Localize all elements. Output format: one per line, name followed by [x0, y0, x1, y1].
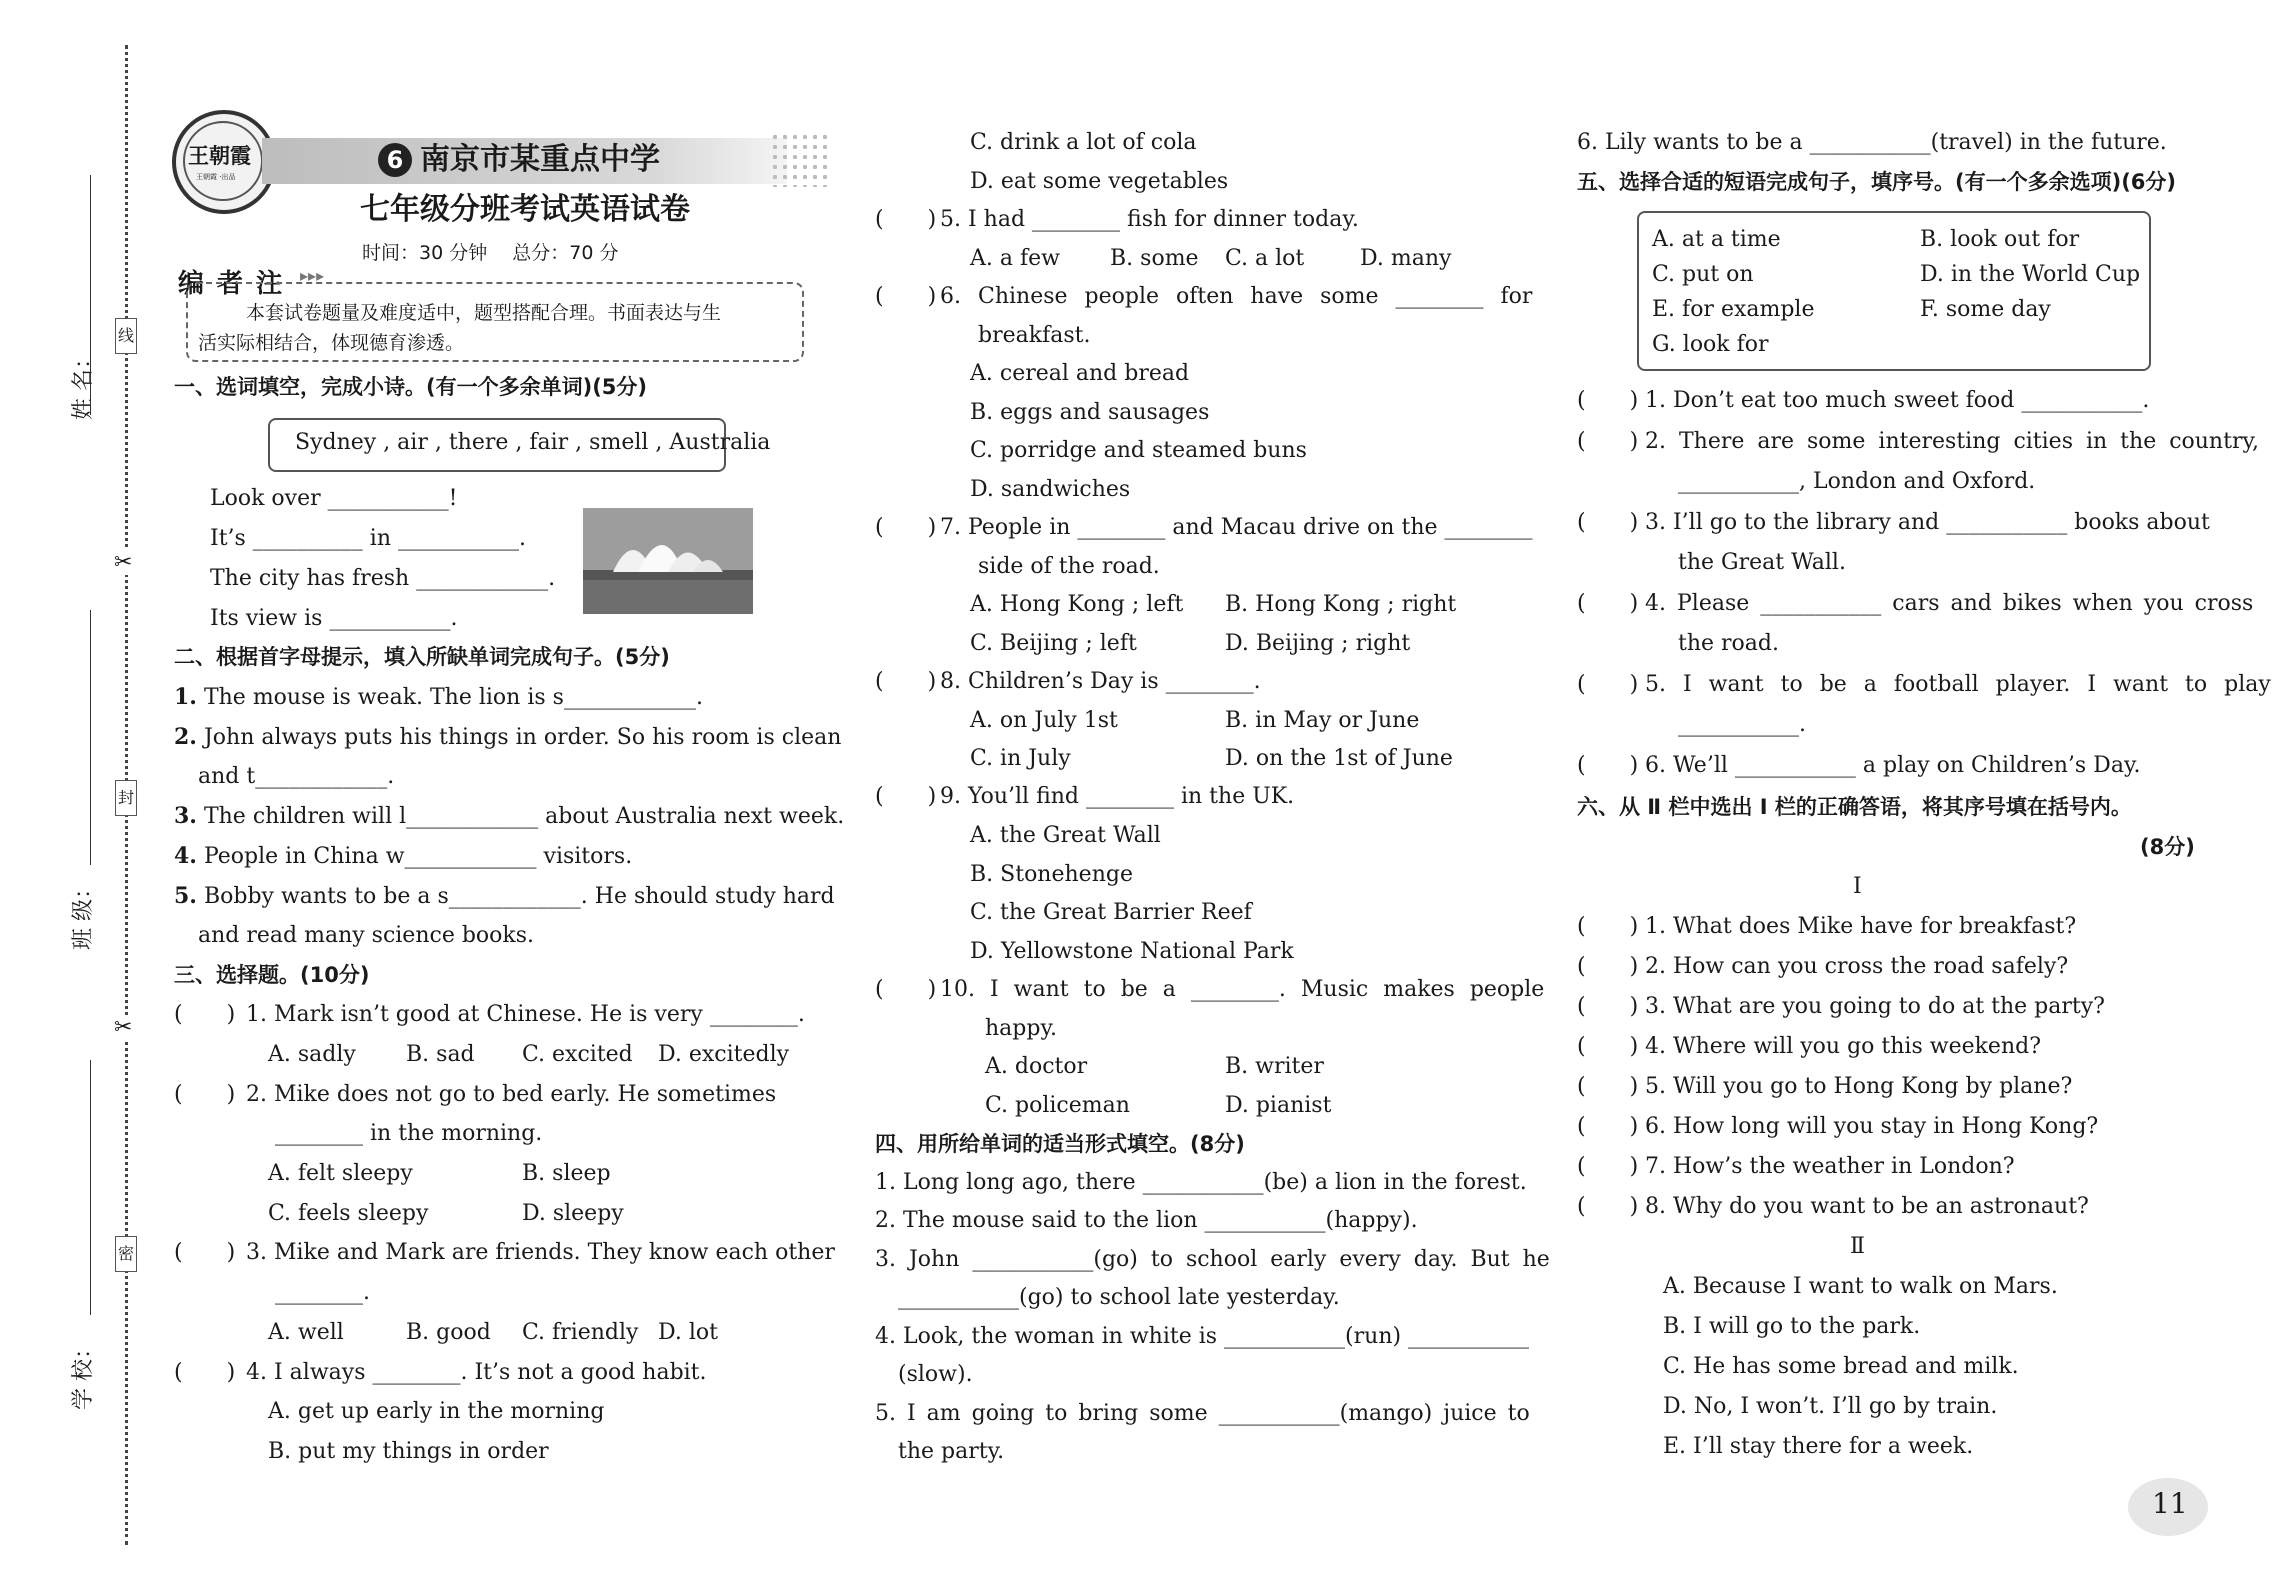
mc-option: A. well: [268, 1320, 344, 1345]
mc-question: 4. I always ________. It’s not a good habit.: [246, 1360, 707, 1385]
phrase-option: A. at a time: [1652, 227, 1781, 252]
section-title: 一、选词填空，完成小诗。(有一个多余单词)(5分): [174, 375, 648, 399]
mc-option: A. sadly: [268, 1042, 356, 1067]
mc-option: D. excitedly: [658, 1042, 790, 1067]
phrase-option: B. look out for: [1920, 227, 2080, 252]
answer-bracket[interactable]: ( ): [1577, 672, 1639, 697]
phrase-option: G. look for: [1652, 332, 1769, 357]
mc-option: D. Yellowstone National Park: [970, 939, 1294, 964]
section-score: (8分): [2140, 835, 2195, 859]
match-question: 3. What are you going to do at the party?: [1645, 994, 2105, 1019]
mc-option: C. porridge and steamed buns: [970, 438, 1307, 463]
mc-option: D. pianist: [1225, 1093, 1332, 1118]
school-label: 学 校：: [71, 1337, 96, 1410]
answer-bracket[interactable]: ( ): [1577, 1074, 1639, 1099]
mc-option: D. lot: [658, 1320, 718, 1345]
editor-note-label: 编 者 注: [178, 269, 285, 299]
scissors-icon: ✂: [114, 1015, 133, 1040]
poem-line: It’s __________ in ___________.: [210, 526, 526, 551]
fill-question: [174, 881, 835, 912]
mc-option: A. a few: [970, 246, 1060, 271]
fill-question-cont: (slow).: [898, 1362, 973, 1387]
mc-option: D. Beijing ; right: [1225, 631, 1411, 656]
answer-bracket[interactable]: ( ): [174, 1240, 236, 1265]
q-number: 5.: [174, 883, 197, 909]
match-answer: E. I’ll stay there for a week.: [1663, 1434, 1974, 1459]
answer-bracket[interactable]: ( ): [875, 669, 937, 694]
school-field-line[interactable]: [90, 1060, 91, 1315]
mc-question: 6. Chinese people often have some ________ for: [940, 284, 1533, 309]
match-question: 4. Where will you go this weekend?: [1645, 1034, 2041, 1059]
answer-bracket[interactable]: ( ): [1577, 1154, 1639, 1179]
phrase-question-cont: the Great Wall.: [1678, 550, 1846, 575]
answer-bracket[interactable]: ( ): [1577, 994, 1639, 1019]
fill-question: 4. Look, the woman in white is ___________(run) ___________: [875, 1324, 1530, 1349]
mc-option: D. sandwiches: [970, 477, 1131, 502]
mc-option: A. Hong Kong ; left: [970, 592, 1184, 617]
phrase-question-cont: ___________, London and Oxford.: [1678, 469, 2036, 494]
section-title: 四、用所给单词的适当形式填空。(8分): [875, 1132, 1245, 1156]
mc-option: C. friendly: [522, 1320, 639, 1345]
fill-question: 3. John ___________(go) to school early every day. But he: [875, 1247, 1550, 1272]
section-title: 二、根据首字母提示，填入所缺单词完成句子。(5分): [174, 645, 670, 669]
phrase-question: 3. I’ll go to the library and ___________ books about: [1645, 510, 2210, 535]
mc-option: B. writer: [1225, 1054, 1324, 1079]
column-heading: Ⅰ: [1853, 874, 1862, 899]
editor-note-text: 本套试卷题量及难度适中，题型搭配合理。书面表达与生: [246, 302, 722, 324]
answer-bracket[interactable]: ( ): [1577, 753, 1639, 778]
phrase-option: C. put on: [1652, 262, 1754, 287]
fill-question: [174, 722, 841, 753]
name-label: 姓 名：: [71, 347, 96, 420]
poem-line: Look over ___________!: [210, 486, 458, 511]
mc-question: 2. Mike does not go to bed early. He sometimes: [246, 1082, 777, 1107]
match-question: 1. What does Mike have for breakfast?: [1645, 914, 2077, 939]
match-question: 8. Why do you want to be an astronaut?: [1645, 1194, 2089, 1219]
phrase-option: D. in the World Cup: [1920, 262, 2141, 287]
mc-option: B. Hong Kong ; right: [1225, 592, 1457, 617]
mc-question-cont: side of the road.: [978, 554, 1160, 579]
answer-bracket[interactable]: ( ): [1577, 1194, 1639, 1219]
mc-option: A. doctor: [985, 1054, 1088, 1079]
answer-bracket[interactable]: ( ): [1577, 914, 1639, 939]
answer-bracket[interactable]: ( ): [875, 207, 937, 232]
mc-question: 7. People in ________ and Macau drive on the ________: [940, 515, 1533, 540]
answer-bracket[interactable]: ( ): [1577, 510, 1639, 535]
match-question: 2. How can you cross the road safely?: [1645, 954, 2069, 979]
q-text: The mouse is weak. The lion is s____________.: [203, 685, 703, 710]
poem-line: The city has fresh ____________.: [210, 566, 556, 591]
mc-question-cont: ________ in the morning.: [275, 1121, 543, 1146]
exam-time-score: 时间：30 分钟 总分：70 分: [362, 242, 619, 264]
answer-bracket[interactable]: ( ): [875, 515, 937, 540]
mc-option: B. sad: [406, 1042, 475, 1067]
mc-option: C. the Great Barrier Reef: [970, 900, 1252, 925]
scissors-icon: ✂: [114, 550, 133, 575]
answer-bracket[interactable]: ( ): [1577, 954, 1639, 979]
name-field-line[interactable]: [90, 175, 91, 415]
q-text: John always puts his things in order. So his room is clean: [203, 725, 842, 750]
mc-option: B. some: [1110, 246, 1199, 271]
mc-option: C. a lot: [1225, 246, 1305, 271]
phrase-question: 4. Please ___________ cars and bikes when you cross: [1645, 591, 2254, 616]
mc-option: C. drink a lot of cola: [970, 130, 1197, 155]
column-heading: Ⅱ: [1850, 1234, 1865, 1259]
mc-option: D. on the 1st of June: [1225, 746, 1453, 771]
q-text: The children will l____________ about Australia next week.: [203, 804, 845, 829]
mc-question: 8. Children’s Day is ________.: [940, 669, 1261, 694]
match-answer: C. He has some bread and milk.: [1663, 1354, 2019, 1379]
mc-question: 9. You’ll find ________ in the UK.: [940, 784, 1295, 809]
phrase-question-cont: ___________.: [1678, 712, 1806, 737]
match-answer: D. No, I won’t. I’ll go by train.: [1663, 1394, 1998, 1419]
phrase-question-cont: the road.: [1678, 631, 1779, 656]
match-answer: B. I will go to the park.: [1663, 1314, 1921, 1339]
match-question: 5. Will you go to Hong Kong by plane?: [1645, 1074, 2073, 1099]
class-field-line[interactable]: [90, 610, 91, 865]
mc-option: A. get up early in the morning: [268, 1399, 605, 1424]
fill-question: 2. The mouse said to the lion ___________(happy).: [875, 1208, 1418, 1233]
page-number: 11: [2152, 1487, 2188, 1520]
fill-question-cont: the party.: [898, 1439, 1005, 1464]
mc-option: B. Stonehenge: [970, 862, 1133, 887]
phrase-question: 5. I want to be a football player. I want to play: [1645, 672, 2271, 697]
section-title: 六、从 Ⅱ 栏中选出 Ⅰ 栏的正确答语，将其序号填在括号内。: [1577, 795, 2132, 819]
mc-question-cont: breakfast.: [978, 323, 1091, 348]
answer-bracket[interactable]: ( ): [1577, 591, 1639, 616]
section-title: 三、选择题。(10分): [174, 963, 370, 987]
phrase-option: F. some day: [1920, 297, 2051, 322]
school-name: 南京市某重点中学: [420, 142, 660, 177]
mc-option: D. eat some vegetables: [970, 169, 1229, 194]
fill-question-cont: and read many science books.: [198, 923, 535, 948]
seal-tag-seal: 封: [115, 780, 137, 816]
editor-arrows: ▸▸▸: [300, 266, 325, 285]
mc-option: B. good: [406, 1320, 491, 1345]
seal-tag-line: 线: [115, 318, 137, 354]
mc-question: 10. I want to be a ________. Music makes people: [940, 977, 1545, 1002]
fill-question: [174, 682, 703, 713]
answer-bracket[interactable]: ( ): [174, 1082, 236, 1107]
page-title: 七年级分班考试英语试卷: [360, 192, 690, 227]
mc-option: D. many: [1360, 246, 1452, 271]
mc-option: B. eggs and sausages: [970, 400, 1210, 425]
mc-option: B. put my things in order: [268, 1439, 549, 1464]
mc-option: A. felt sleepy: [268, 1161, 413, 1186]
editor-note-text: 活实际相结合，体现德育渗透。: [198, 332, 465, 354]
mc-option: B. in May or June: [1225, 708, 1420, 733]
phrase-question: 6. We’ll ___________ a play on Children’s Day.: [1645, 753, 2141, 778]
fill-question-cont: and t____________.: [198, 764, 395, 789]
match-answer: A. Because I want to walk on Mars.: [1663, 1274, 2058, 1299]
mc-option: C. feels sleepy: [268, 1201, 429, 1226]
match-question: 6. How long will you stay in Hong Kong?: [1645, 1114, 2099, 1139]
answer-bracket[interactable]: ( ): [875, 784, 937, 809]
answer-bracket[interactable]: ( ): [1577, 429, 1639, 454]
q-text: People in China w____________ visitors.: [203, 844, 633, 869]
q-number: 4.: [174, 843, 197, 869]
mc-option: A. the Great Wall: [970, 823, 1161, 848]
class-label: 班 级：: [71, 877, 96, 950]
banner-dots: [770, 132, 830, 187]
seal-subtext: 王朝霞 ·出品: [196, 173, 236, 181]
phrase-option: E. for example: [1652, 297, 1815, 322]
publisher-seal: [172, 110, 276, 214]
answer-bracket[interactable]: ( ): [875, 977, 937, 1002]
q-number: 2.: [174, 724, 197, 750]
mc-question: 3. Mike and Mark are friends. They know each other: [246, 1240, 835, 1265]
answer-bracket[interactable]: ( ): [174, 1002, 236, 1027]
seal-tag-secret: 密: [115, 1236, 137, 1272]
fill-question: [174, 841, 632, 872]
opera-house-image: [583, 508, 753, 614]
fill-question-cont: ___________(go) to school late yesterday.: [898, 1285, 1340, 1310]
q-number: 1.: [174, 684, 197, 710]
poem-line: Its view is ___________.: [210, 606, 458, 631]
mc-option: C. Beijing ; left: [970, 631, 1137, 656]
answer-bracket[interactable]: ( ): [1577, 388, 1639, 413]
match-question: 7. How’s the weather in London?: [1645, 1154, 2015, 1179]
fill-question: [174, 801, 844, 832]
q-text: Bobby wants to be a s____________. He should study hard: [203, 884, 835, 909]
fill-question: 6. Lily wants to be a ___________(travel) in the future.: [1577, 130, 2167, 155]
answer-bracket[interactable]: ( ): [875, 284, 937, 309]
word-bank: Sydney , air , there , fair , smell , Australia: [295, 430, 771, 455]
fill-question: 5. I am going to bring some ___________(mango) juice to: [875, 1401, 1530, 1426]
mc-option: A. cereal and bread: [970, 361, 1190, 386]
mc-question-cont: happy.: [985, 1016, 1057, 1041]
mc-question: 5. I had ________ fish for dinner today.: [940, 207, 1359, 232]
mc-option: C. excited: [522, 1042, 633, 1067]
phrase-question: 1. Don’t eat too much sweet food ___________.: [1645, 388, 2150, 413]
answer-bracket[interactable]: ( ): [1577, 1034, 1639, 1059]
mc-option: C. in July: [970, 746, 1071, 771]
mc-option: B. sleep: [522, 1161, 611, 1186]
q-number: 3.: [174, 803, 197, 829]
seal-text: 王朝霞: [188, 144, 251, 168]
phrase-question: 2. There are some interesting cities in the country,: [1645, 429, 2259, 454]
mc-option: C. policeman: [985, 1093, 1130, 1118]
mc-option: A. on July 1st: [970, 708, 1118, 733]
paper-number-badge: 6: [378, 143, 412, 177]
answer-bracket[interactable]: ( ): [1577, 1114, 1639, 1139]
answer-bracket[interactable]: ( ): [174, 1360, 236, 1385]
mc-question-cont: ________.: [275, 1280, 370, 1305]
fill-question: 1. Long long ago, there ___________(be) a lion in the forest.: [875, 1170, 1527, 1195]
mc-question: 1. Mark isn’t good at Chinese. He is very ________.: [246, 1002, 805, 1027]
mc-option: D. sleepy: [522, 1201, 624, 1226]
section-title: 五、选择合适的短语完成句子，填序号。(有一个多余选项)(6分): [1577, 170, 2176, 194]
